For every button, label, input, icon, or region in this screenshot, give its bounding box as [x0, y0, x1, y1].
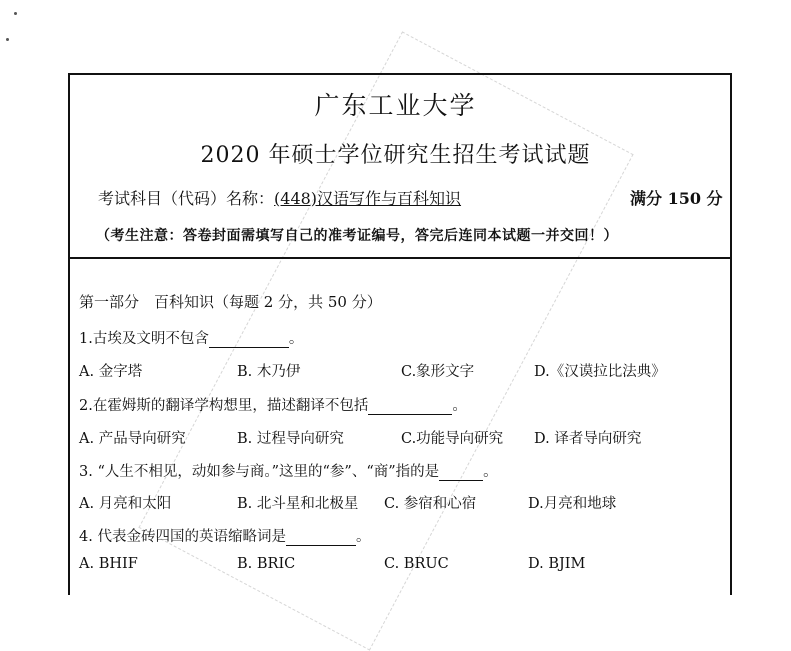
option-a: A. 金字塔	[79, 364, 143, 380]
answer-blank	[439, 466, 483, 481]
option-a: A. BHIF	[79, 556, 138, 572]
part-one-title: 第一部分 百科知识（每题 2 分，共 50 分）	[79, 293, 382, 311]
question-text: 4. 代表金砖四国的英语缩略词是	[79, 529, 286, 545]
question-4	[79, 525, 370, 546]
question-text: 2.在霍姆斯的翻译学构想里，描述翻译不包括	[79, 398, 369, 414]
answer-blank	[209, 333, 289, 348]
exam-title: 2020 年硕士学位研究生招生考试试题	[200, 143, 591, 168]
question-end: 。	[288, 331, 304, 347]
question-text: 1.古埃及文明不包含	[79, 331, 209, 347]
option-c: C.功能导向研究	[401, 431, 504, 447]
option-b: B. BRIC	[237, 556, 296, 572]
option-d: D. 译者导向研究	[534, 431, 642, 447]
full-score: 满分 150 分	[630, 189, 723, 208]
question-end: 。	[452, 398, 467, 414]
option-b: B. 木乃伊	[237, 364, 301, 380]
question-1	[79, 327, 303, 348]
answer-blank	[286, 531, 356, 546]
school-name: 广东工业大学	[314, 91, 477, 120]
question-text: 3. “人生不相见，动如参与商。”这里的“参”、“商”指的是	[79, 464, 440, 480]
option-b: B. 过程导向研究	[237, 431, 344, 447]
subject-line	[98, 186, 461, 209]
answer-blank	[368, 400, 452, 415]
question-3	[79, 460, 498, 481]
option-b: B. 北斗星和北极星	[237, 496, 359, 512]
question-2	[79, 394, 467, 415]
exam-notice: （考生注意：答卷封面需填写自己的准考证编号，答完后连同本试题一并交回！）	[96, 228, 618, 244]
option-d: D.《汉谟拉比法典》	[534, 364, 666, 380]
option-a: A. 产品导向研究	[79, 431, 186, 447]
question-end: 。	[483, 464, 498, 480]
subject-name: (448)汉语写作与百科知识	[274, 189, 462, 208]
option-a: A. 月亮和太阳	[79, 496, 172, 512]
question-end: 。	[355, 529, 371, 545]
subject-prefix: 考试科目（代码）名称：	[98, 189, 275, 208]
scan-speck	[14, 12, 17, 15]
option-c: C. BRUC	[384, 556, 449, 572]
option-d: D. BJIM	[528, 556, 586, 572]
option-c: C. 参宿和心宿	[384, 496, 477, 512]
header-divider	[68, 257, 730, 259]
option-c: C.象形文字	[401, 364, 475, 380]
option-d: D.月亮和地球	[528, 496, 617, 512]
scan-speck	[6, 38, 9, 41]
